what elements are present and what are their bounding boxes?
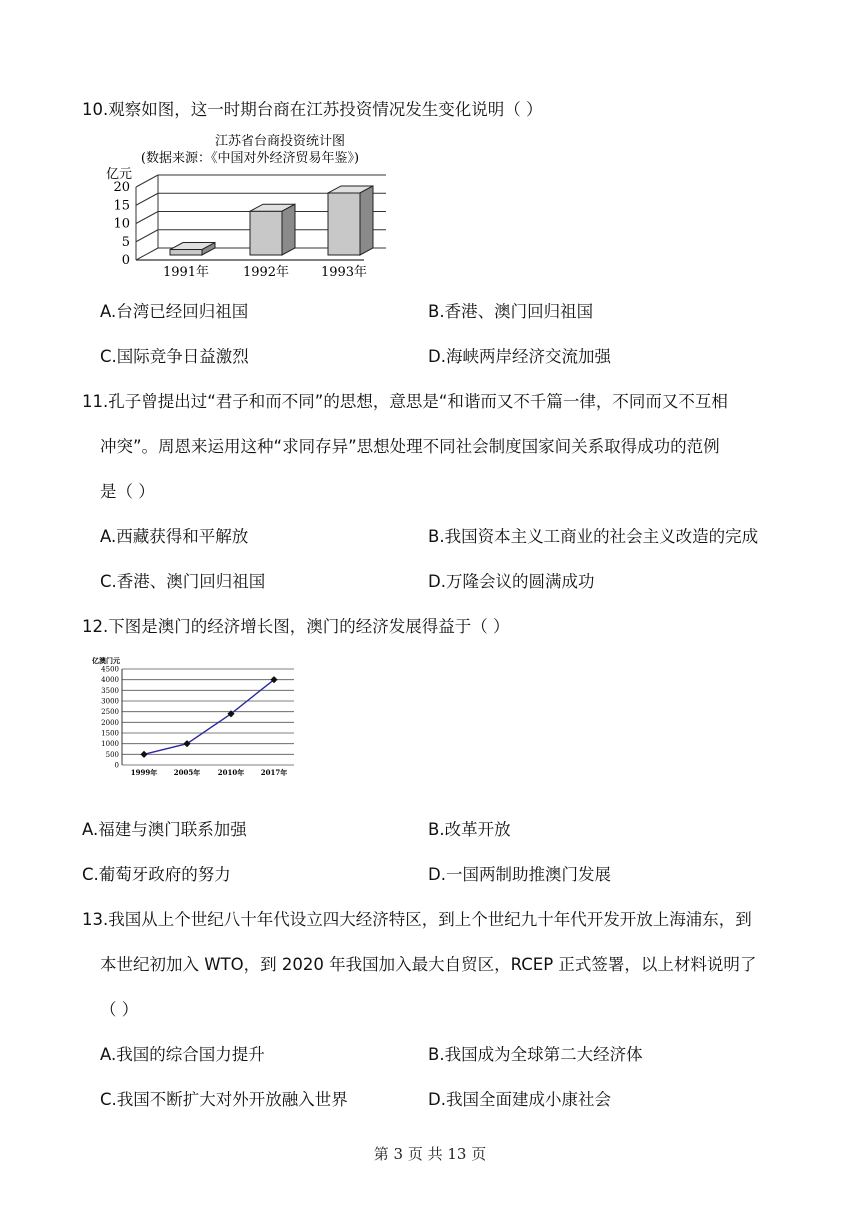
bar-side <box>282 204 295 255</box>
bar-chart-ylabel: 亿元 <box>106 167 133 182</box>
question-12-stem: 12.下图是澳门的经济增长图，澳门的经济发展得益于（ ） <box>82 617 510 636</box>
q10-option-b[interactable]: B.香港、澳门回归祖国 <box>428 302 594 321</box>
bar-chart-subtitle: (数据来源：《中国对外经济贸易年鉴》) <box>140 151 360 166</box>
line-ytick-label: 1500 <box>101 729 119 738</box>
bar-category-label: 1991年 <box>162 265 210 280</box>
line-category-label: 2005年 <box>173 768 201 776</box>
q13-option-a[interactable]: A.我国的综合国力提升 <box>100 1045 265 1064</box>
q10-option-a[interactable]: A.台湾已经回归祖国 <box>100 302 249 321</box>
line-ytick-label: 1000 <box>101 740 119 749</box>
line-series <box>144 680 274 755</box>
bar-ytick-label: 20 <box>113 180 130 195</box>
question-13-stem-line-2: 本世纪初加入 WTO，到 2020 年我国加入最大自贸区，RCEP 正式签署，以上材料说明了 <box>100 955 757 974</box>
question-13-stem-line-1: 13.我国从上个世纪八十年代设立四大经济特区，到上个世纪九十年代开发开放上海浦东，到 <box>82 910 752 929</box>
q13-option-b[interactable]: B.我国成为全球第二大经济体 <box>428 1045 643 1064</box>
bar-grid-diagonal <box>136 212 158 224</box>
bar-ytick-label: 15 <box>113 198 130 214</box>
line-ytick-label: 2000 <box>101 718 119 727</box>
line-category-label: 2017年 <box>260 768 288 776</box>
line-chart-ylabel: 亿澳门元 <box>92 656 120 665</box>
bar-front <box>250 211 282 255</box>
bar-grid-diagonal <box>136 230 158 242</box>
question-11-stem-line-2: 冲突”。周恩来运用这种“求同存异”思想处理不同社会制度国家间关系取得成功的范例 <box>100 437 720 456</box>
q10-option-c[interactable]: C.国际竞争日益激烈 <box>100 347 249 366</box>
q10-option-d[interactable]: D.海峡两岸经济交流加强 <box>428 347 611 366</box>
bar-grid-diagonal <box>136 193 158 205</box>
question-10-stem: 10.观察如图，这一时期台商在江苏投资情况发生变化说明（ ） <box>82 100 543 119</box>
line-category-label: 1999年 <box>130 768 158 776</box>
line-ytick-label: 3500 <box>101 686 119 695</box>
q11-option-c[interactable]: C.香港、澳门回归祖国 <box>100 572 266 591</box>
bar-grid-diagonal <box>136 248 158 260</box>
q12-option-a[interactable]: A.福建与澳门联系加强 <box>82 820 247 839</box>
q12-option-d[interactable]: D.一国两制助推澳门发展 <box>428 865 611 884</box>
question-13-stem-line-3: （ ） <box>100 1000 139 1019</box>
bar-category-label: 1993年 <box>320 265 368 280</box>
bar-grid-diagonal <box>136 175 158 187</box>
line-ytick-label: 0 <box>114 761 119 770</box>
line-ytick-label: 2500 <box>101 708 119 717</box>
bar-category-label: 1992年 <box>242 265 290 280</box>
q13-option-c[interactable]: C.我国不断扩大对外开放融入世界 <box>100 1090 348 1109</box>
bar-ytick-label: 5 <box>121 234 130 250</box>
macau-economy-line-chart <box>86 652 302 776</box>
line-ytick-label: 4000 <box>101 676 119 685</box>
bar-front <box>170 250 202 255</box>
line-category-label: 2010年 <box>217 768 245 776</box>
page-footer: 第 3 页 共 13 页 <box>373 1145 487 1163</box>
line-data-point <box>140 751 147 758</box>
q11-option-b[interactable]: B.我国资本主义工商业的社会主义改造的完成 <box>428 527 759 546</box>
q13-option-d[interactable]: D.我国全面建成小康社会 <box>428 1090 611 1109</box>
bar-ytick-label: 10 <box>113 216 130 232</box>
q12-option-c[interactable]: C.葡萄牙政府的努力 <box>82 865 231 884</box>
q11-option-a[interactable]: A.西藏获得和平解放 <box>100 527 249 546</box>
bar-side <box>360 186 373 255</box>
question-11-stem-line-1: 11.孔子曾提出过“君子和而不同”的思想，意思是“和谐而又不千篇一律，不同而又不互相 <box>82 392 728 411</box>
taishang-investment-bar-chart <box>100 126 410 286</box>
line-ytick-label: 4500 <box>101 665 119 674</box>
q11-option-d[interactable]: D.万隆会议的圆满成功 <box>428 572 595 591</box>
q12-option-b[interactable]: B.改革开放 <box>428 820 511 839</box>
bar-ytick-label: 0 <box>121 253 130 268</box>
question-11-stem-line-3: 是（ ） <box>100 482 155 501</box>
line-ytick-label: 3000 <box>101 697 119 706</box>
line-ytick-label: 500 <box>105 750 119 759</box>
bar-chart-title: 江苏省台商投资统计图 <box>214 134 346 149</box>
bar-front <box>328 193 360 255</box>
